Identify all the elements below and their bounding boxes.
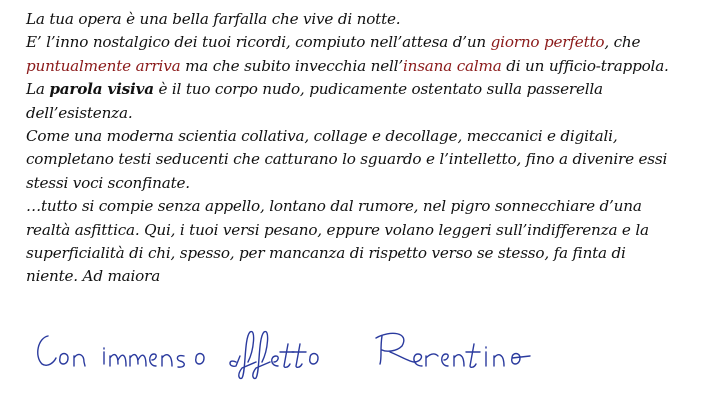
handwritten-signature <box>30 322 590 382</box>
text-line <box>26 78 706 101</box>
highlighted-phrase: puntualmente arriva <box>26 56 181 75</box>
text-segment: dell’esistenza. <box>26 103 133 122</box>
text-segment: superficialità di chi, spesso, per mancanza di rispetto verso se stesso, fa finta di <box>26 244 626 263</box>
text-line <box>26 219 706 242</box>
highlighted-phrase: insana calma <box>402 56 502 75</box>
text-segment: realtà asfittica. Qui, i tuoi versi pesano, eppure volano leggeri sull’indifferenza e la <box>26 220 649 239</box>
text-segment: La tua opera è una bella farfalla che vive di notte. <box>26 10 401 28</box>
text-line <box>26 242 706 265</box>
text-line <box>26 125 706 148</box>
text-segment: stessi voci sconfinate. <box>26 173 190 192</box>
text-segment: ma che subito invecchia nell’ <box>180 56 403 75</box>
bold-phrase: parola visiva <box>49 80 154 99</box>
letter-body <box>26 8 706 289</box>
text-segment: niente. Ad maiora <box>26 267 161 286</box>
text-line <box>26 148 706 171</box>
text-line <box>26 195 706 218</box>
text-segment: completano testi seducenti che catturano lo sguardo e l’intelletto, fino a divenire essi <box>26 150 668 169</box>
text-line <box>26 31 706 54</box>
text-segment: La <box>26 80 50 99</box>
text-segment: , che <box>604 33 641 52</box>
signature-drawing <box>30 322 590 382</box>
text-segment: di un ufficio-trappola. <box>501 56 669 75</box>
text-segment: è il tuo corpo nudo, pudicamente ostentato sulla passerella <box>153 80 603 99</box>
highlighted-phrase: giorno perfetto <box>490 33 605 52</box>
text-segment: …tutto si compie senza appello, lontano dal rumore, nel pigro sonnecchiare d’una <box>26 197 642 216</box>
text-line <box>26 55 706 78</box>
text-segment: E’ l’inno nostalgico dei tuoi ricordi, compiuto nell’attesa d’un <box>26 33 491 52</box>
text-line <box>26 102 706 125</box>
text-line <box>26 8 706 31</box>
text-line <box>26 172 706 195</box>
text-line <box>26 265 706 288</box>
text-segment: Come una moderna scientia collativa, collage e decollage, meccanici e digitali, <box>26 127 618 146</box>
